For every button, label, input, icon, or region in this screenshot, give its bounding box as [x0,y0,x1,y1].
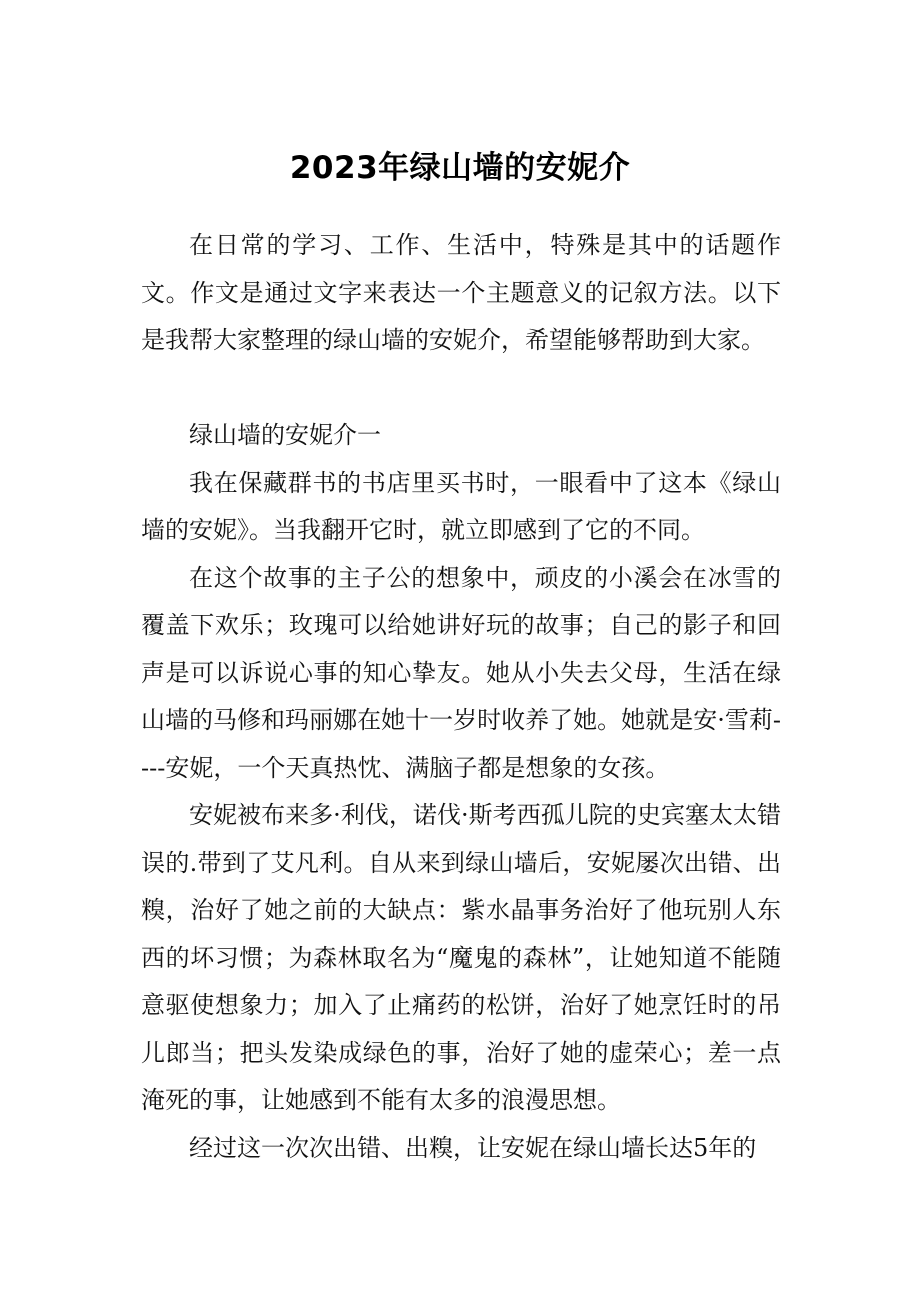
document-title: 2023年绿山墙的安妮介 [289,150,631,186]
section-heading: 绿山墙的安妮介一 [189,421,381,449]
body-paragraph: 安妮被布来多·利伐，诺伐·斯考西孤儿院的史宾塞太太错误的.带到了艾凡利。自从来到绿山墙后，安妮屡次出错、出糗，治好了她之前的大缺点：紫水晶事务治好了他玩别人东西的坏习惯；为森林取名为“魔鬼的森林”，让她知道不能随意驱使想象力；加入了止痛药的松饼，治好了她烹饪时的吊儿郎当；把头发染成绿色的事，治好了她的虚荣心；差一点淹死的事，让她感到不能有太多的浪漫思想。 [141,801,781,1114]
document-body [141,222,781,1172]
body-paragraph: 在这个故事的主子公的想象中，顽皮的小溪会在冰雪的覆盖下欢乐；玫瑰可以给她讲好玩的故事；自己的影子和回声是可以诉说心事的知心挚友。她从小失去父母，生活在绿山墙的马修和玛丽娜在她十一岁时收养了她。她就是安·雪莉----安妮，一个天真热忱、满脑子都是想象的女孩。 [141,563,781,782]
body-paragraph: 我在保藏群书的书店里买书时，一眼看中了这本《绿山墙的安妮》。当我翻开它时，就立即感到了它的不同。 [141,468,781,544]
body-paragraph: 经过这一次次出错、出糗，让安妮在绿山墙长达5年的 [189,1133,757,1162]
intro-paragraph: 在日常的学习、工作、生活中，特殊是其中的话题作文。作文是通过文字来表达一个主题意义的记叙方法。以下是我帮大家整理的绿山墙的安妮介，希望能够帮助到大家。 [141,231,781,354]
blank-line [141,365,781,413]
